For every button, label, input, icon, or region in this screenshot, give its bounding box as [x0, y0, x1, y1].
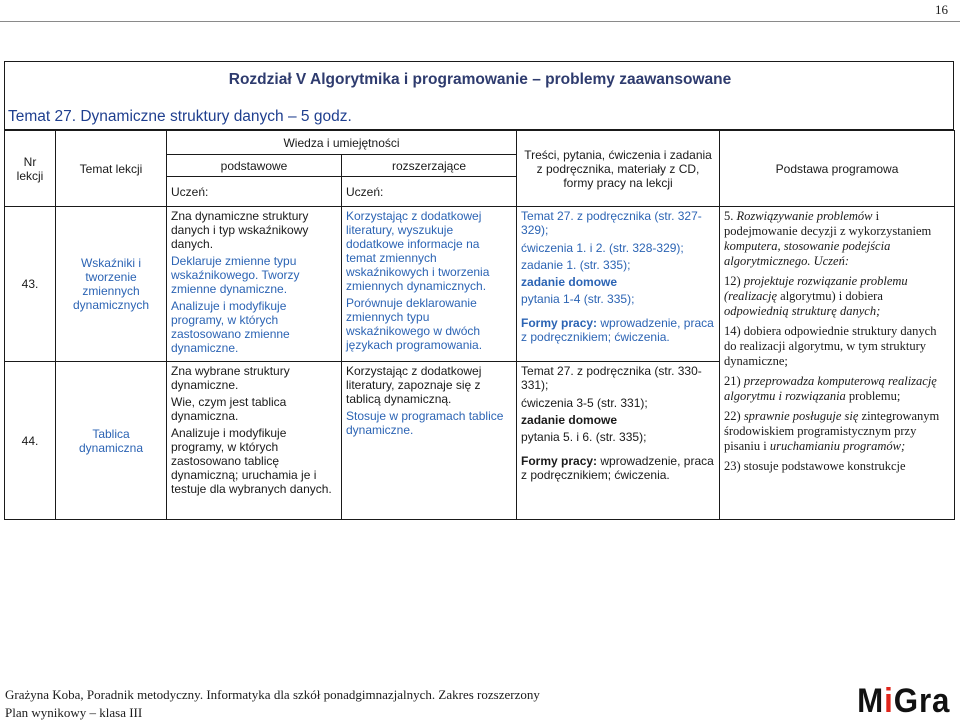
topic-title: Temat 27. Dynamiczne struktury danych – 5 godz.: [8, 108, 352, 125]
textbook-reference: Temat 27. z podręcznika (str. 330-331);: [521, 364, 702, 392]
curriculum-basis: [720, 207, 955, 520]
exercises: ćwiczenia 1. i 2. (str. 328-329);: [521, 241, 684, 255]
questions: pytania 1-4 (str. 335);: [521, 292, 635, 306]
footer-credits: [5, 686, 540, 722]
footer-line-1: Grażyna Koba, Poradnik metodyczny. Informatyka dla szkół ponadgimnazjalnych. Zakres rozszerzony: [5, 687, 540, 702]
work-forms: [521, 316, 715, 344]
work-forms-text: wprowadzenie, praca z podręcznikiem; ćwiczenia.: [521, 316, 714, 344]
skill-item: Porównuje deklarowanie zmiennych typu wskaźnikowego w dwóch językach programowania.: [346, 296, 483, 352]
header-lesson-topic: Temat lekcji: [56, 131, 167, 207]
task: zadanie 1. (str. 335);: [521, 258, 631, 272]
curriculum-item: 23) stosuje podstawowe konstrukcje: [724, 459, 906, 473]
footer-line-2: Plan wynikowy – klasa III: [5, 705, 143, 720]
header-student-basic: Uczeń:: [167, 177, 342, 207]
work-forms-label: Formy pracy:: [521, 316, 598, 330]
skill-item: Analizuje i modyfikuje programy, w których zastosowano tablicę dynamiczną; uruchamia je i testuje dla wybranych danych.: [171, 426, 332, 496]
curriculum-item: 12) projektuje rozwiązanie problemu (realizację algorytmu) i dobiera odpowiednią strukturę danych;: [724, 274, 908, 318]
skill-item: Korzystając z dodatkowej literatury, wyszukuje dodatkowe informacje na temat zmiennych wskaźnikowych i tworzenia zmiennych dynamicznych.: [346, 209, 490, 293]
extended-skills: [342, 207, 517, 362]
exercises: ćwiczenia 3-5 (str. 331);: [521, 396, 648, 410]
work-forms-label: Formy pracy:: [521, 454, 598, 468]
header-basic: podstawowe: [167, 155, 342, 177]
header-student-extended: Uczeń:: [342, 177, 517, 207]
chapter-title: Rozdział V Algorytmika i programowanie – problemy zaawansowane: [228, 71, 732, 88]
header-extended: rozszerzające: [342, 155, 517, 177]
skill-item: Analizuje i modyfikuje programy, w których zastosowano zmienne dynamiczne.: [171, 299, 290, 355]
curriculum-item: 14) dobiera odpowiednie struktury danych do realizacji algorytmu, w tym struktury dynamiczne;: [724, 324, 937, 368]
curriculum-item: 21) przeprowadza komputerową realizację algorytmu i rozwiązania problemu;: [724, 374, 937, 403]
header-knowledge: Wiedza i umiejętności: [167, 131, 517, 155]
curriculum-item: 22) sprawnie posługuje się zintegrowanym środowiskiem programistycznym przy pisaniu i uruchamianiu programów;: [724, 409, 940, 453]
skill-item: Stosuje w programach tablice dynamiczne.: [346, 409, 504, 437]
curriculum-item: 5. Rozwiązywanie problemów i podejmowanie decyzji z wykorzystaniem komputera, stosowanie podejścia algorytmicznego. Uczeń:: [724, 209, 932, 268]
header-curriculum: Podstawa programowa: [720, 131, 955, 207]
work-forms-text: wprowadzenie, praca z podręcznikiem; ćwiczenia.: [521, 454, 714, 482]
lesson-content: [517, 362, 720, 520]
header-divider: [0, 21, 960, 22]
homework-label: zadanie domowe: [521, 275, 618, 289]
basic-skills: [167, 207, 342, 362]
lesson-number: 43.: [5, 207, 56, 362]
lesson-content: [517, 207, 720, 362]
lesson-topic: Tablica dynamiczna: [56, 362, 167, 520]
skill-item: Zna dynamiczne struktury danych i typ wskaźnikowy danych.: [171, 209, 309, 251]
table-row: [5, 207, 955, 362]
header-content: Treści, pytania, ćwiczenia i zadania z podręcznika, materiały z CD, formy pracy na lekcji: [517, 131, 720, 207]
skill-item: Deklaruje zmienne typu wskaźnikowego. Tworzy zmienne dynamiczne.: [171, 254, 300, 296]
basic-skills: [167, 362, 342, 520]
skill-item: Korzystając z dodatkowej literatury, zapoznaje się z tablicą dynamiczną.: [346, 364, 482, 406]
lesson-plan-table: [4, 130, 955, 520]
publisher-logo: MiGra: [856, 682, 950, 720]
page-number: 16: [935, 2, 948, 17]
work-forms: [521, 454, 715, 482]
extended-skills: [342, 362, 517, 520]
textbook-reference: Temat 27. z podręcznika (str. 327-329);: [521, 209, 702, 237]
homework-label: zadanie domowe: [521, 413, 618, 427]
skill-item: Wie, czym jest tablica dynamiczna.: [171, 395, 287, 423]
lesson-topic: Wskaźniki i tworzenie zmiennych dynamicznych: [56, 207, 167, 362]
header-lesson-number: Nr lekcji: [5, 131, 56, 207]
skill-item: Zna wybrane struktury dynamiczne.: [171, 364, 290, 392]
questions: pytania 5. i 6. (str. 335);: [521, 430, 647, 444]
lesson-number: 44.: [5, 362, 56, 520]
